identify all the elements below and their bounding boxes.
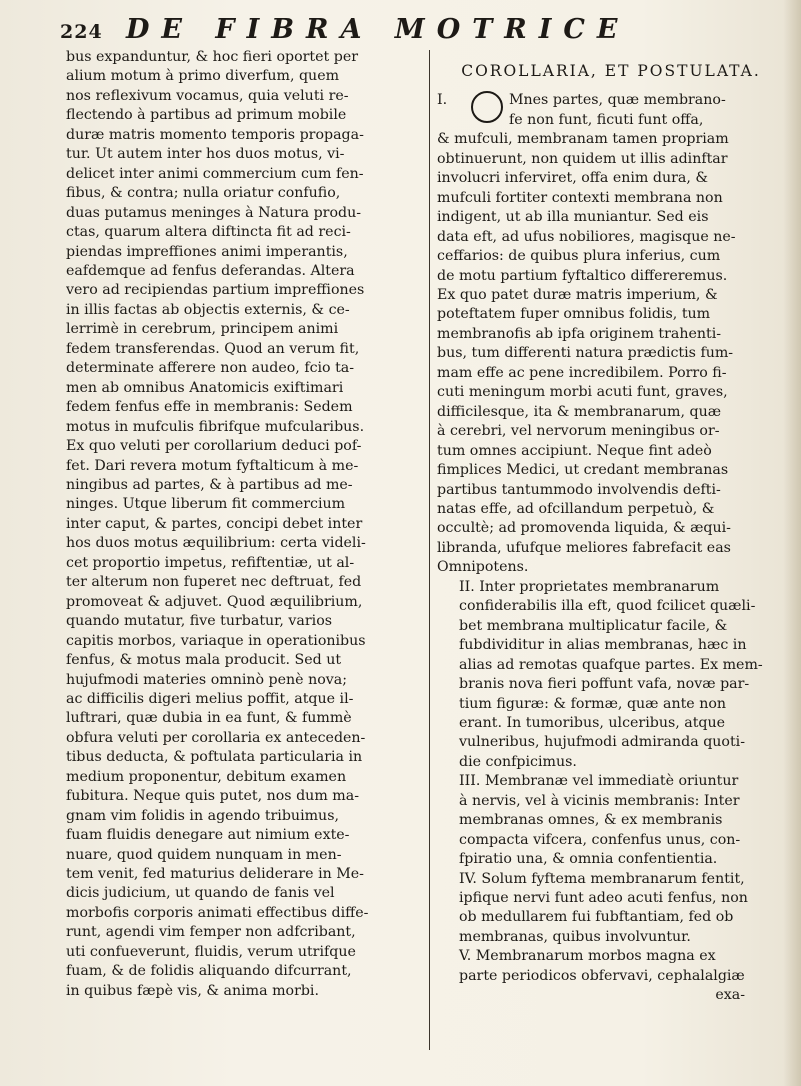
paragraph-1-first-lines	[509, 91, 726, 130]
left-column-line: duræ matris momento temporis propaga-	[66, 126, 364, 143]
paragraph-1-line: partibus tantummodo involvendis defti-	[437, 481, 721, 498]
page-header	[60, 14, 761, 48]
paragraph-1-line: mam effe ac pene incredibilem. Porro fi-	[437, 364, 727, 381]
paragraph-1-body	[437, 130, 785, 577]
paragraph-5-line: parte periodicos obfervavi, cephalalgiæ	[459, 967, 745, 984]
paragraph-1-line: fimplices Medici, ut credant membranas	[437, 462, 729, 479]
paragraph-1-line: involucri inferviret, offa enim dura, &	[437, 170, 708, 187]
left-column-line: morbofis corporis animati effectibus diffe-	[66, 904, 369, 921]
left-column-line: Ex quo veluti per corollarium deduci pof-	[66, 438, 362, 455]
left-column-line: fedem transferendas. Quod an verum fit,	[66, 340, 360, 357]
left-column-line: tem venit, fed maturius deliderare in Me-	[66, 866, 364, 883]
paragraph-4-line: IV. Solum fyftema membranarum fentit,	[459, 870, 745, 887]
paragraph-5-line: V. Membranarum morbos magna ex	[459, 948, 716, 965]
left-column-line: tibus deducta, & poftulata particularia in	[66, 749, 363, 766]
paragraph-4-line: ob medullarem fui fubftantiam, fed ob	[459, 909, 734, 926]
left-column-line: hos duos motus æquilibrium: certa videli-	[66, 535, 366, 552]
left-column-line: ningibus ad partes, & à partibus ad me-	[66, 476, 353, 493]
left-column-line: ctas, quarum altera diftincta fit ad reci-	[66, 224, 351, 241]
left-column-line: fibus, & contra; nulla oriatur confufio,	[66, 185, 341, 202]
paragraph-2-line: die confpicimus.	[459, 753, 577, 770]
paragraph-2-line: tium figuræ: & formæ, quæ ante non	[459, 695, 727, 712]
paragraph-1-line: occultè; ad promovenda liquida, & æqui-	[437, 520, 731, 537]
left-column-line: gnam vim folidis in agendo tribuimus,	[66, 807, 339, 824]
left-column-line: cet proportio impetus, refiftentiæ, ut al-	[66, 554, 355, 571]
paragraph-2-line: bet membrana multiplicatur facile, &	[459, 617, 728, 634]
paragraph-1-line: ceffarios: de quibus plura inferius, cum	[437, 248, 721, 265]
catchword: exa-	[715, 987, 745, 1004]
left-column-line: lerrimè in cerebrum, principem animi	[66, 321, 339, 338]
paragraph-1-line: & mufculi, membranam tamen propriam	[437, 131, 729, 148]
paragraph-1-line: natas effe, ad ofcillandum perpetuò, &	[437, 500, 715, 517]
left-column-line: alium motum à primo diverfum, quem	[66, 68, 340, 85]
paragraph-3-line: à nervis, vel à vicinis membranis: Inter	[459, 792, 740, 809]
left-column-line: fedem fenfus effe in membranis: Sedem	[66, 399, 353, 416]
left-column-line: delicet inter animi commercium cum fen-	[66, 165, 364, 182]
catchword-row	[437, 986, 785, 1005]
paragraph-2-line: erant. In tumoribus, ulceribus, atque	[459, 714, 726, 731]
paragraph-1-line: tum omnes accipiunt. Neque fint adeò	[437, 442, 712, 459]
left-column-line: fubitura. Neque quis putet, nos dum ma-	[66, 788, 359, 805]
left-column-line: ninges. Utque liberum fit commercium	[66, 496, 346, 513]
paragraph-2-line: fubdividitur in alias membranas, hæc in	[459, 637, 747, 654]
corollary-title: COROLLARIA, ET POSTULATA.	[461, 62, 761, 80]
paragraph-1-line: poteftatem fuper omnibus folidis, tum	[437, 306, 711, 323]
left-column-line: quando mutatur, five turbatur, varios	[66, 613, 333, 630]
left-column-line: eafdemque ad fenfus deferandas. Altera	[66, 262, 355, 279]
left-column-line: vero ad recipiendas partium impreffiones	[66, 282, 365, 299]
paragraph-4-line: ipfique nervi funt adeo acuti fenfus, non	[459, 890, 748, 907]
paragraph-5	[437, 947, 785, 986]
left-column-line: bus expanduntur, & hoc fieri oportet per	[66, 49, 358, 65]
left-column-line: flectendo à partibus ad primum mobile	[66, 107, 347, 124]
paragraph-1-line: de motu partium fyftaltico differeremus.	[437, 267, 728, 284]
paragraph-3-line: III. Membranæ vel immediatè oriuntur	[459, 773, 739, 790]
page-edge-shadow	[783, 0, 801, 1086]
left-column-line: fuam, & de folidis aliquando difcurrant,	[66, 963, 352, 980]
paragraph-1-line: data eft, ad ufus nobiliores, magisque ne-	[437, 228, 736, 245]
left-column-line: fet. Dari revera motum fyftalticum à me-	[66, 457, 359, 474]
left-column-line: men ab omnibus Anatomicis exiftimari	[66, 379, 344, 396]
paragraph-2	[437, 578, 785, 773]
paragraph-1-line: mufculi fortiter contexti membrana non	[437, 189, 723, 206]
paragraph-2-line: branis nova fieri poffunt vafa, novæ par-	[459, 676, 750, 693]
left-column-line: ac difficilis digeri melius poffit, atque il-	[66, 690, 354, 707]
left-column-line: nos reflexivum vocamus, quia veluti re-	[66, 87, 349, 104]
left-column-line: fuam fluidis denegare aut nimium exte-	[66, 827, 350, 844]
left-column	[66, 48, 426, 1058]
left-column-line: luftrari, quæ dubia in ea funt, & fummè	[66, 710, 352, 727]
left-column-line: obfura veluti per corollaria ex anteceden-	[66, 729, 366, 746]
paragraph-3-line: compacta vifcera, confenfus unus, con-	[459, 831, 741, 848]
left-column-line: in quibus fæpè vis, & anima morbi.	[66, 982, 319, 999]
left-column-line: hujufmodi materies omninò penè nova;	[66, 671, 348, 688]
drop-cap-o-ornament	[471, 91, 503, 123]
paragraph-1-opening	[437, 91, 785, 130]
paragraph-1-line: libranda, ufufque meliores fabrefacit eas	[437, 539, 731, 556]
paragraph-1-line: indigent, ut ab illa muniantur. Sed eis	[437, 209, 709, 226]
paragraph-1-line-b: fe non funt, ficuti funt offa,	[509, 111, 704, 128]
paragraph-1-line: Ex quo patet duræ matris imperium, &	[437, 286, 718, 303]
left-column-line: uti confueverunt, fluidis, verum utrifque	[66, 943, 356, 960]
running-title: DE FIBRA MOTRICE	[126, 14, 630, 45]
paragraph-4-line: membranas, quibus involvuntur.	[459, 928, 691, 945]
left-column-line: dicis judicium, ut quando de fanis vel	[66, 885, 335, 902]
left-column-line: medium proponentur, debitum examen	[66, 768, 347, 785]
paragraph-4	[437, 870, 785, 948]
left-column-line: promoveat & adjuvet. Quod æquilibrium,	[66, 593, 363, 610]
left-column-line: capitis morbos, variaque in operationibus	[66, 632, 366, 649]
paragraph-1-line-a: Mnes partes, quæ membrano-	[509, 92, 726, 109]
left-column-line: tur. Ut autem inter hos duos motus, vi-	[66, 146, 345, 163]
column-divider	[429, 50, 430, 1050]
left-column-line: runt, agendi vim femper non adfcribant,	[66, 924, 356, 941]
paragraph-2-line: alias ad remotas quafque partes. Ex mem-	[459, 656, 763, 673]
paragraph-1-line: bus, tum differenti natura prædictis fum-	[437, 345, 734, 362]
paragraph-1-line: à cerebri, vel nervorum meningibus or-	[437, 423, 720, 440]
paragraph-1-line: membranofis ab ipfa originem trahenti-	[437, 325, 722, 342]
paragraph-2-line: II. Inter proprietates membranarum	[459, 578, 720, 595]
left-column-line: motus in mufculis fibrifque mufcularibus.	[66, 418, 365, 435]
paragraph-1-number: I.	[437, 92, 448, 109]
paragraph-2-line: confiderabilis illa eft, quod fcilicet quæli-	[459, 598, 756, 615]
paragraph-1-line: obtinuerunt, non quidem ut illis adinftar	[437, 150, 728, 167]
paragraph-1-line: difficilesque, ita & membranarum, quæ	[437, 403, 722, 420]
paragraph-2-line: vulneribus, hujufmodi admiranda quoti-	[459, 734, 746, 751]
left-column-line: duas putamus meninges à Natura produ-	[66, 204, 362, 221]
paragraph-3-line: membranas omnes, & ex membranis	[459, 812, 723, 829]
right-column	[437, 48, 785, 1058]
paragraph-1-line: cuti meningum morbi acuti funt, graves,	[437, 384, 728, 401]
paragraph-3	[437, 772, 785, 869]
paragraph-3-line: fpiratio una, & omnia confentientia.	[459, 851, 718, 868]
left-column-line: inter caput, & partes, concipi debet inter	[66, 515, 363, 532]
left-column-line: nuare, quod quidem nunquam in men-	[66, 846, 342, 863]
left-column-line: ter alterum non fuperet nec deftruat, fed	[66, 574, 362, 591]
paragraph-1-line: Omnipotens.	[437, 559, 529, 576]
left-column-line: determinate afferere non audeo, fcio ta-	[66, 360, 355, 377]
left-column-line: in illis factas ab objectis externis, & ce-	[66, 301, 350, 318]
left-column-line: fenfus, & motus mala producit. Sed ut	[66, 652, 342, 669]
left-column-line: piendas impreffiones animi imperantis,	[66, 243, 348, 260]
page-number: 224	[60, 21, 103, 43]
